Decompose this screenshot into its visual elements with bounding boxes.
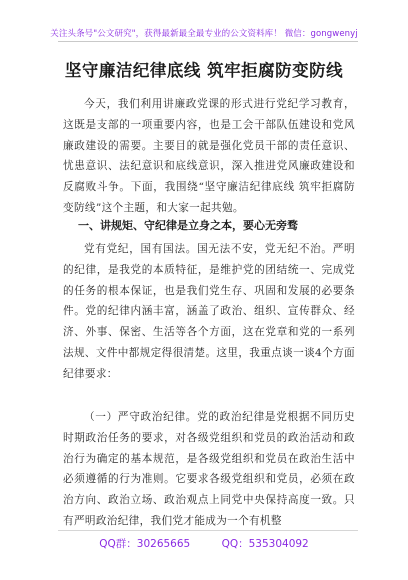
header-note: 关注头条号"公文研究"，获得最新最全最专业的公文资料库！ 微信：gongwenyj <box>50 29 358 39</box>
section-heading-1: 一、讲规矩、守纪律是立身之本，要心无旁骛 <box>78 219 298 232</box>
footer-divider <box>58 530 358 531</box>
footer-contact <box>0 536 408 551</box>
paragraph-political-discipline: （一）严守政治纪律。党的政治纪律是党根据不同历史时期政治任务的要求，对各级党组织和党员的政治活动和政治行为确定的基本规范，是各级党组织和党员在政治生活中必须遵循的行为准则。它要求各级党组织和党员，必须在政治方向、政治立场、政治观点上同党中央保持高度一致。只有严明政治纪律，我们党才能成为一个有机整 <box>63 411 355 527</box>
paragraph-discipline: 党有党纪，国有国法。国无法不安，党无纪不治。严明的纪律，是我党的本质特征，是维护党的团结统一、完成党的任务的根本保证，也是我们党生存、巩固和发展的必要条件。党的纪律内涵丰富，涵盖了政治、组织、宣传群众、经济、外事、保密、生活等各个方面，这在党章和党的一系列法规、文件中都规定得很清楚。这里，我重点谈一谈4个方面纪律要求： <box>63 243 355 380</box>
footer-qq: QQ：535304092 <box>221 538 309 550</box>
footer-qq-group: QQ群：30265665 <box>99 538 191 550</box>
paragraph-intro: 今天，我们利用讲廉政党课的形式进行党纪学习教育，这既是支部的一项重要内容，也是工会干部队伍建设和党风廉政建设的需要。主要目的就是强化党员干部的责任意识、忧患意识、法纪意识和底线意识，深入推进党风廉政建设和反腐败斗争。下面，我围绕“坚守廉洁纪律底线 筑牢拒腐防变防线”这个主题，和大家一起共勉。 <box>63 98 355 214</box>
document-title: 坚守廉洁纪律底线 筑牢拒腐防变防线 <box>64 61 344 80</box>
header-divider <box>58 41 358 42</box>
